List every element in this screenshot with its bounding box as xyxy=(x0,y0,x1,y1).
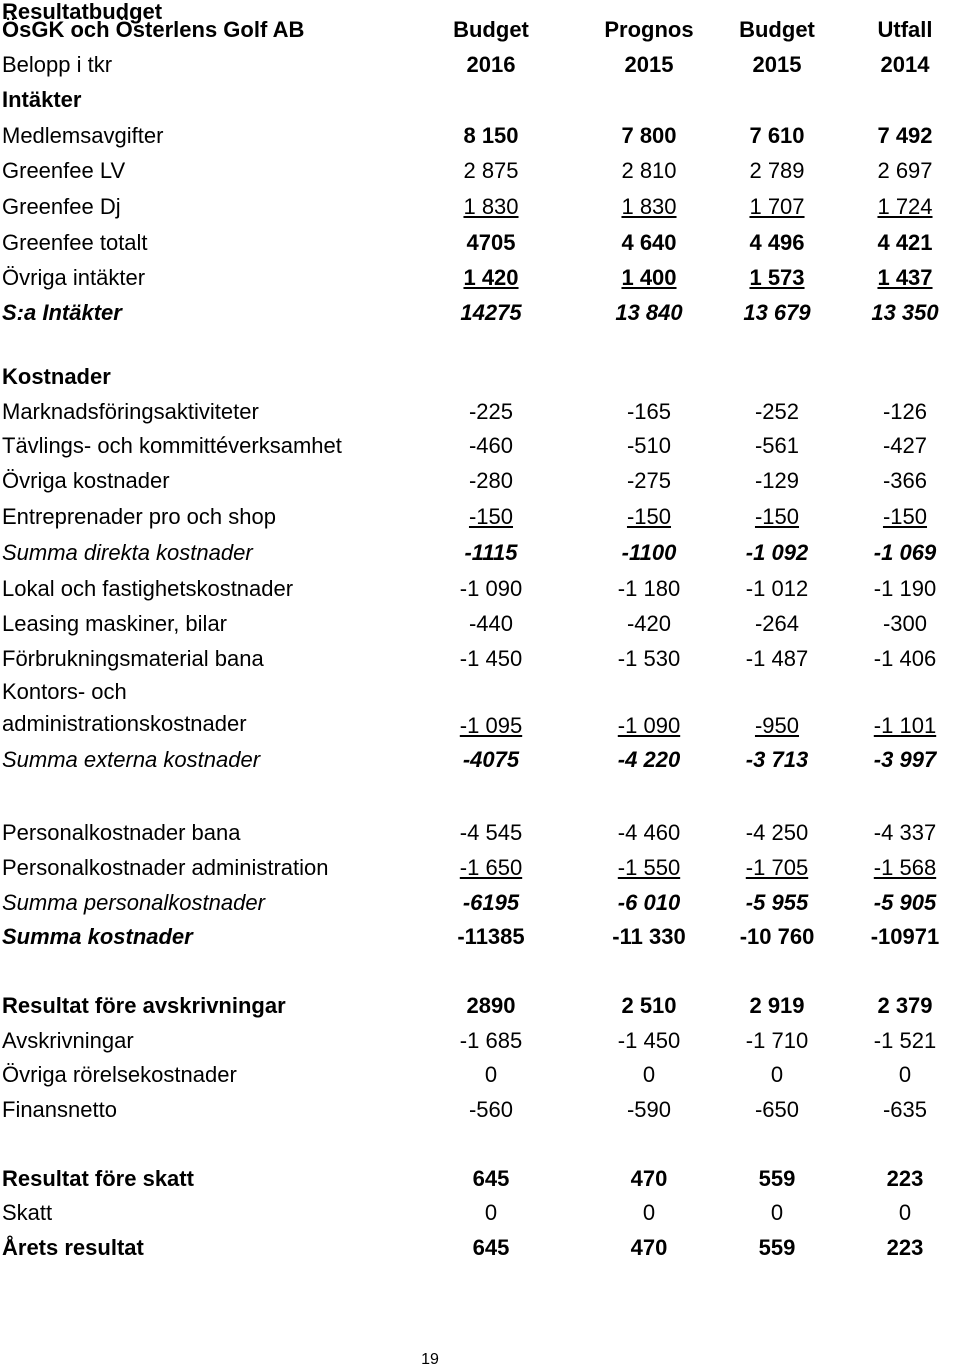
value-cell: -150 xyxy=(626,504,672,529)
value-cell: -1 450 xyxy=(617,1028,681,1053)
row-label: Greenfee Dj xyxy=(2,194,121,219)
value-cell: -4 545 xyxy=(459,820,523,845)
value-cell: 2016 xyxy=(466,52,516,77)
row-label: Leasing maskiner, bilar xyxy=(2,611,228,636)
value-cell: -150 xyxy=(754,504,800,529)
value-cell: 4 496 xyxy=(749,230,805,255)
value-cell: -1 180 xyxy=(617,576,681,601)
row-label: Medlemsavgifter xyxy=(2,123,164,148)
value-cell: 645 xyxy=(472,1235,510,1260)
value-cell: -1 705 xyxy=(745,855,809,880)
value-cell: -510 xyxy=(626,433,672,458)
value-cell: 7 492 xyxy=(877,123,933,148)
value-cell: -1 487 xyxy=(745,646,809,671)
value-cell: -1 685 xyxy=(459,1028,523,1053)
row-label xyxy=(2,676,247,740)
value-cell: -11 330 xyxy=(612,924,686,949)
value-cell: -225 xyxy=(468,399,514,424)
table-row xyxy=(0,607,960,641)
value-cell: 2 379 xyxy=(877,993,933,1018)
value-cell: -1 530 xyxy=(617,646,681,671)
table-row xyxy=(0,190,960,224)
value-cell: 1 420 xyxy=(463,265,519,290)
value-cell: 2 810 xyxy=(621,158,677,183)
value-cell: 1 830 xyxy=(463,194,519,219)
value-cell: -4 220 xyxy=(617,747,681,772)
row-label: Belopp i tkr xyxy=(2,52,113,77)
table-row xyxy=(0,48,960,82)
value-cell: -4 250 xyxy=(745,820,809,845)
value-cell: -280 xyxy=(468,468,514,493)
value-cell: -561 xyxy=(754,433,800,458)
row-label: Resultat före skatt xyxy=(2,1166,194,1191)
table-row xyxy=(0,464,960,498)
value-cell: -1 092 xyxy=(745,540,809,565)
value-cell: Budget xyxy=(453,17,529,42)
value-cell: 4 640 xyxy=(621,230,677,255)
value-cell: -150 xyxy=(882,504,928,529)
value-cell: 14275 xyxy=(460,300,522,325)
value-cell: 2015 xyxy=(624,52,674,77)
table-row xyxy=(0,154,960,188)
row-label: Summa direkta kostnader xyxy=(2,540,253,565)
value-cell: 2 789 xyxy=(749,158,805,183)
value-cell: 4705 xyxy=(466,230,516,255)
value-cell: -275 xyxy=(626,468,672,493)
value-cell: -150 xyxy=(468,504,514,529)
value-cell: 0 xyxy=(898,1200,912,1225)
value-cell: -1 090 xyxy=(617,713,681,738)
row-label: Personalkostnader bana xyxy=(2,820,241,845)
row-label: Förbrukningsmaterial bana xyxy=(2,646,264,671)
value-cell: -3 713 xyxy=(745,747,809,772)
value-cell: -11385 xyxy=(457,924,525,949)
row-label: Intäkter xyxy=(2,87,82,112)
value-cell: -635 xyxy=(882,1097,928,1122)
value-cell: -300 xyxy=(882,611,928,636)
value-cell: -6195 xyxy=(462,890,520,915)
value-cell: 2015 xyxy=(752,52,802,77)
row-label-line1: Kontors- och xyxy=(2,679,127,704)
row-label: Övriga intäkter xyxy=(2,265,146,290)
value-cell: 559 xyxy=(758,1166,796,1191)
table-row xyxy=(0,989,960,1023)
value-cell: 2 919 xyxy=(749,993,805,1018)
value-cell: 7 800 xyxy=(621,123,677,148)
value-cell: 13 350 xyxy=(871,300,939,325)
row-label: Lokal och fastighetskostnader xyxy=(2,576,294,601)
value-cell: 4 421 xyxy=(877,230,933,255)
value-cell: 0 xyxy=(484,1062,498,1087)
row-label: Greenfee totalt xyxy=(2,230,148,255)
value-cell: -1 568 xyxy=(873,855,937,880)
value-cell: -264 xyxy=(754,611,800,636)
value-cell: -560 xyxy=(468,1097,514,1122)
value-cell: -590 xyxy=(626,1097,672,1122)
row-label: Årets resultat xyxy=(2,1235,144,1260)
table-row xyxy=(0,395,960,429)
value-cell: -5 955 xyxy=(745,890,809,915)
row-label: Personalkostnader administration xyxy=(2,855,329,880)
table-row xyxy=(0,886,960,920)
table-row xyxy=(0,920,960,954)
value-cell: 2 875 xyxy=(463,158,519,183)
value-cell: 1 707 xyxy=(749,194,805,219)
value-cell: 0 xyxy=(770,1062,784,1087)
value-cell: Prognos xyxy=(604,17,694,42)
row-label: Summa personalkostnader xyxy=(2,890,265,915)
value-cell: 1 573 xyxy=(749,265,805,290)
value-cell: -1115 xyxy=(464,540,518,565)
value-cell: 2 697 xyxy=(877,158,933,183)
row-label: Avskrivningar xyxy=(2,1028,134,1053)
value-cell: 645 xyxy=(472,1166,510,1191)
value-cell: -126 xyxy=(882,399,928,424)
row-label-line2: administrationskostnader xyxy=(2,711,247,736)
value-cell: 7 610 xyxy=(749,123,805,148)
value-cell: -950 xyxy=(754,713,800,738)
table-row xyxy=(0,743,960,777)
table-row xyxy=(0,1196,960,1230)
table-row xyxy=(0,360,960,394)
value-cell: -165 xyxy=(626,399,672,424)
row-label: Resultat före avskrivningar xyxy=(2,993,286,1018)
value-cell: -420 xyxy=(626,611,672,636)
row-label: ÖsGK och Österlens Golf AB xyxy=(2,17,305,42)
value-cell: -4 337 xyxy=(873,820,937,845)
value-cell: 13 840 xyxy=(615,300,683,325)
value-cell: 559 xyxy=(758,1235,796,1260)
row-label: S:a Intäkter xyxy=(2,300,122,325)
value-cell: -1 069 xyxy=(873,540,937,565)
value-cell: -1 650 xyxy=(459,855,523,880)
page-number: 19 xyxy=(421,1351,439,1368)
row-label: Summa externa kostnader xyxy=(2,747,261,772)
table-row xyxy=(0,642,960,676)
value-cell: -460 xyxy=(468,433,514,458)
value-cell: 223 xyxy=(886,1235,924,1260)
value-cell: 2890 xyxy=(466,993,516,1018)
value-cell: -252 xyxy=(754,399,800,424)
table-row xyxy=(0,1058,960,1092)
table-row xyxy=(0,500,960,534)
value-cell: -1100 xyxy=(621,540,677,565)
value-cell: -1 521 xyxy=(873,1028,937,1053)
table-row xyxy=(0,851,960,885)
value-cell: Utfall xyxy=(877,17,933,42)
row-label: Greenfee LV xyxy=(2,158,126,183)
value-cell: 1 437 xyxy=(877,265,933,290)
row-label: Skatt xyxy=(2,1200,53,1225)
value-cell: 1 400 xyxy=(621,265,677,290)
table-row xyxy=(0,572,960,606)
row-label: Tävlings- och kommittéverksamhet xyxy=(2,433,342,458)
value-cell: -650 xyxy=(754,1097,800,1122)
table-row xyxy=(0,536,960,570)
table-row xyxy=(0,1231,960,1265)
value-cell: 223 xyxy=(886,1166,924,1191)
row-label: Övriga rörelsekostnader xyxy=(2,1062,237,1087)
value-cell: 0 xyxy=(898,1062,912,1087)
value-cell: 13 679 xyxy=(743,300,811,325)
row-label: Övriga kostnader xyxy=(2,468,170,493)
table-row xyxy=(0,1162,960,1196)
value-cell: -1 550 xyxy=(617,855,681,880)
table-row xyxy=(0,429,960,463)
value-cell: 8 150 xyxy=(463,123,519,148)
table-row xyxy=(0,816,960,850)
value-cell: 0 xyxy=(770,1200,784,1225)
row-label: Entreprenader pro och shop xyxy=(2,504,276,529)
value-cell: 470 xyxy=(630,1235,668,1260)
value-cell: -1 406 xyxy=(873,646,937,671)
value-cell: -129 xyxy=(754,468,800,493)
value-cell: 1 830 xyxy=(621,194,677,219)
table-row xyxy=(0,1024,960,1058)
value-cell: -5 905 xyxy=(873,890,937,915)
row-label: Marknadsföringsaktiviteter xyxy=(2,399,259,424)
value-cell: -1 190 xyxy=(873,576,937,601)
row-label: Kostnader xyxy=(2,364,111,389)
value-cell: -10971 xyxy=(870,924,940,949)
table-row xyxy=(0,676,960,744)
document-title: Resultatbudget xyxy=(2,0,163,24)
table-row xyxy=(0,83,960,117)
value-cell: 0 xyxy=(642,1062,656,1087)
value-cell: -440 xyxy=(468,611,514,636)
value-cell: -427 xyxy=(882,433,928,458)
value-cell: -1 101 xyxy=(873,713,937,738)
table-row xyxy=(0,13,960,47)
value-cell: 0 xyxy=(484,1200,498,1225)
value-cell: -1 095 xyxy=(459,713,523,738)
value-cell: Budget xyxy=(739,17,815,42)
table-row xyxy=(0,226,960,260)
table-row xyxy=(0,119,960,153)
row-label: Finansnetto xyxy=(2,1097,117,1122)
value-cell: -4075 xyxy=(462,747,520,772)
value-cell: 1 724 xyxy=(877,194,933,219)
value-cell: -4 460 xyxy=(617,820,681,845)
value-cell: -1 710 xyxy=(745,1028,809,1053)
value-cell: 2 510 xyxy=(621,993,677,1018)
row-label: Summa kostnader xyxy=(2,924,193,949)
value-cell: 0 xyxy=(642,1200,656,1225)
value-cell: 2014 xyxy=(880,52,930,77)
table-row xyxy=(0,1093,960,1127)
value-cell: -3 997 xyxy=(873,747,937,772)
value-cell: -10 760 xyxy=(739,924,815,949)
value-cell: -366 xyxy=(882,468,928,493)
value-cell: -1 450 xyxy=(459,646,523,671)
value-cell: -1 012 xyxy=(745,576,809,601)
table-row xyxy=(0,261,960,295)
value-cell: 470 xyxy=(630,1166,668,1191)
table-row xyxy=(0,296,960,330)
value-cell: -6 010 xyxy=(617,890,681,915)
value-cell: -1 090 xyxy=(459,576,523,601)
